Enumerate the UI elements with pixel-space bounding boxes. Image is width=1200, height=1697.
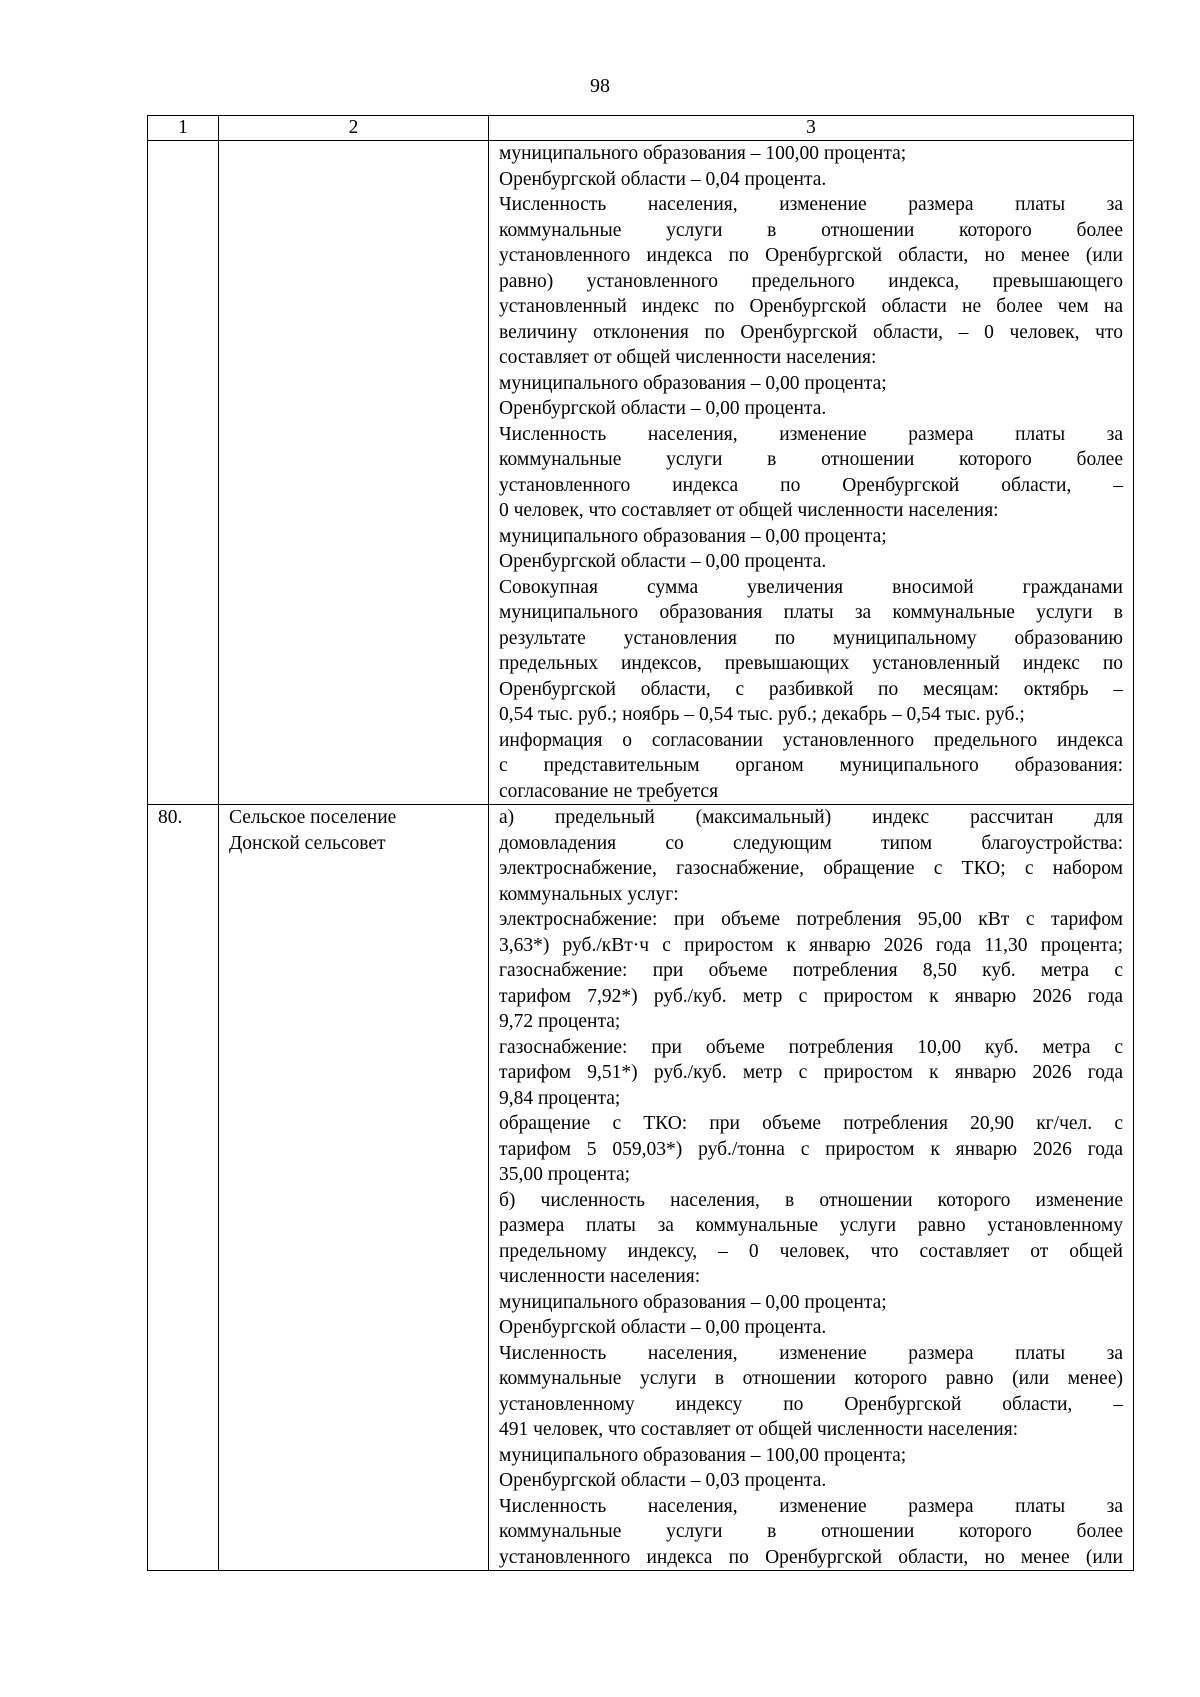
description-line: с представительным органом муниципального образования: [499,755,1123,776]
municipality-name-line: Сельское поселение [229,807,397,828]
row-number-cell [148,805,219,1571]
description-line: Численность населения, изменение размера платы за [499,1342,1123,1364]
description-line: газоснабжение: при объеме потребления 10,00 куб. метра с [499,1036,1123,1058]
column-header-2: 2 [219,116,489,141]
description-line: 491 человек, что составляет от общей численности населения: [499,1419,1019,1440]
column-header-3: 3 [489,116,1134,141]
description-line: а) предельный (максимальный) индекс рассчитан для [499,807,1123,828]
description-line: установленного индекса по Оренбургской области, но менее (или [499,1546,1123,1568]
row-number-cell [148,141,219,805]
description-line: коммунальные услуги в отношении которого равно (или менее) [499,1368,1123,1389]
description-line: 35,00 процента; [499,1164,631,1185]
description-line: величину отклонения по Оренбургской области, – 0 человек, что [499,321,1123,343]
description-line: газоснабжение: при объеме потребления 8,50 куб. метра с [499,960,1123,981]
description-line: обращение с ТКО: при объеме потребления 20,90 кг/чел. с [499,1113,1123,1134]
description-cell [489,141,1134,805]
description-line: тарифом 5 059,03*) руб./тонна с приростом к январю 2026 года [499,1138,1123,1160]
table-row [148,141,1134,805]
description-line: численности населения: [499,1266,701,1287]
description-line: муниципального образования платы за коммунальные услуги в [499,602,1123,623]
description-line: 0,54 тыс. руб.; ноябрь – 0,54 тыс. руб.; декабрь – 0,54 тыс. руб.; [499,704,1025,725]
description-line: 9,72 процента; [499,1011,621,1032]
description-line: предельному индексу, – 0 человек, что составляет от общей [499,1240,1123,1262]
description-line: равно) установленного предельного индекса, превышающего [499,270,1123,292]
description-line: Оренбургской области – 0,00 процента. [499,398,827,419]
description-line: б) численность населения, в отношении которого изменение [499,1189,1123,1211]
description-line: электроснабжение, газоснабжение, обращение с ТКО; с набором [499,858,1123,879]
description-line: 0 человек, что составляет от общей численности населения: [499,500,999,521]
description-line: Оренбургской области – 0,03 процента. [499,1470,827,1491]
description-line: установленного индекса по Оренбургской области, – [499,474,1123,496]
description-line: Численность населения, изменение размера платы за [499,1495,1123,1517]
description-line: коммунальные услуги в отношении которого более [499,219,1123,241]
description-line: тарифом 9,51*) руб./куб. метр с приростом к январю 2026 года [499,1062,1123,1083]
description-line: муниципального образования – 100,00 процента; [499,143,907,164]
description-line: Оренбургской области – 0,04 процента. [499,168,827,190]
description-line: Оренбургской области – 0,00 процента. [499,551,827,572]
description-line: муниципального образования – 0,00 процента; [499,372,887,394]
description-line: Оренбургской области, с разбивкой по месяцам: октябрь – [499,678,1123,700]
municipality-name-cell [219,805,489,1571]
document-table [147,115,1134,1571]
description-line: муниципального образования – 100,00 процента; [499,1444,907,1466]
table-row [148,805,1134,1571]
page-number: 98 [590,75,610,97]
description-line: домовладения со следующим типом благоустройства: [499,832,1123,854]
description-line: Совокупная сумма увеличения вносимой гражданами [499,576,1123,598]
description-line: коммунальные услуги в отношении которого более [499,449,1123,470]
row-number: 80. [158,807,183,828]
description-line: информация о согласовании установленного предельного индекса [499,729,1123,751]
municipality-name-cell [219,141,489,805]
description-line: установленному индексу по Оренбургской области, – [499,1393,1123,1415]
description-line: предельных индексов, превышающих установленный индекс по [499,653,1123,674]
description-line: результате установления по муниципальному образованию [499,627,1123,649]
description-line: тарифом 7,92*) руб./куб. метр с приростом к январю 2026 года [499,985,1123,1007]
description-line: размера платы за коммунальные услуги равно установленному [499,1215,1123,1236]
column-header-1: 1 [148,116,219,141]
description-line: Оренбургской области – 0,00 процента. [499,1317,827,1338]
description-cell [489,805,1134,1571]
description-line: установленного индекса по Оренбургской области, но менее (или [499,245,1123,266]
description-line: 9,84 процента; [499,1087,621,1109]
description-line: электроснабжение: при объеме потребления 95,00 кВт с тарифом [499,909,1123,930]
description-line: муниципального образования – 0,00 процента; [499,525,887,547]
municipality-name-line: Донской сельсовет [229,832,386,854]
description-line: 3,63*) руб./кВт·ч с приростом к январю 2026 года 11,30 процента; [499,934,1123,956]
description-line: коммунальных услуг: [499,883,679,905]
description-line: составляет от общей численности населения: [499,347,877,368]
description-line: Численность населения, изменение размера платы за [499,194,1123,215]
description-line: коммунальные услуги в отношении которого более [499,1521,1123,1542]
description-line: согласование не требуется [499,780,719,802]
description-line: установленный индекс по Оренбургской области не более чем на [499,296,1123,317]
table-header-row [148,116,1134,141]
description-line: Численность населения, изменение размера платы за [499,423,1123,445]
description-line: муниципального образования – 0,00 процента; [499,1291,887,1313]
